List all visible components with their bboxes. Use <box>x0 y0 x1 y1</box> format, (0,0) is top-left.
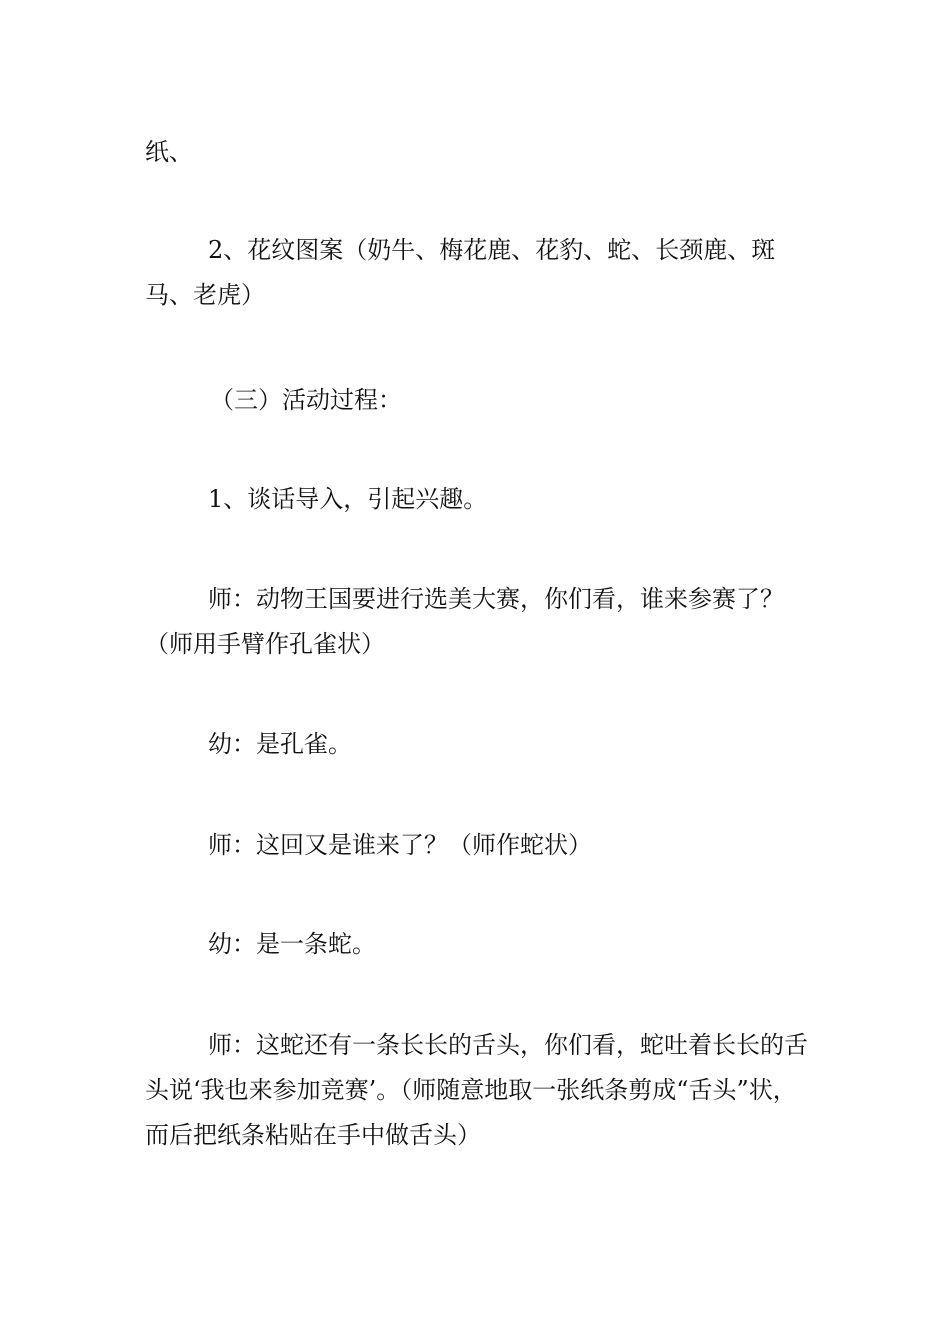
paragraph-teacher-1: 师：动物王国要进行选美大赛，你们看，谁来参赛了？（师用手臂作孔雀状） <box>145 585 784 658</box>
paragraph-teacher-3: 师：这蛇还有一条长长的舌头，你们看，蛇吐着长长的舌头说‘我也来参加竞赛’。（师随意地取一张纸条剪成“舌头”状，而后把纸条粘贴在手中做舌头） <box>145 1031 808 1149</box>
paragraph-child-2: 幼：是一条蛇。 <box>208 930 376 958</box>
paragraph-child-1: 幼：是孔雀。 <box>208 730 352 758</box>
paragraph-step-1: 1、谈话导入，引起兴趣。 <box>208 485 488 513</box>
section-heading-activity-process: （三）活动过程： <box>210 386 402 414</box>
paragraph-teacher-2: 师：这回又是谁来了？（师作蛇状） <box>208 831 592 859</box>
paragraph-pattern-list: 2、花纹图案（奶牛、梅花鹿、花豹、蛇、长颈鹿、斑马、老虎） <box>145 236 776 309</box>
paragraph-materials-end: 纸、 <box>145 138 193 166</box>
